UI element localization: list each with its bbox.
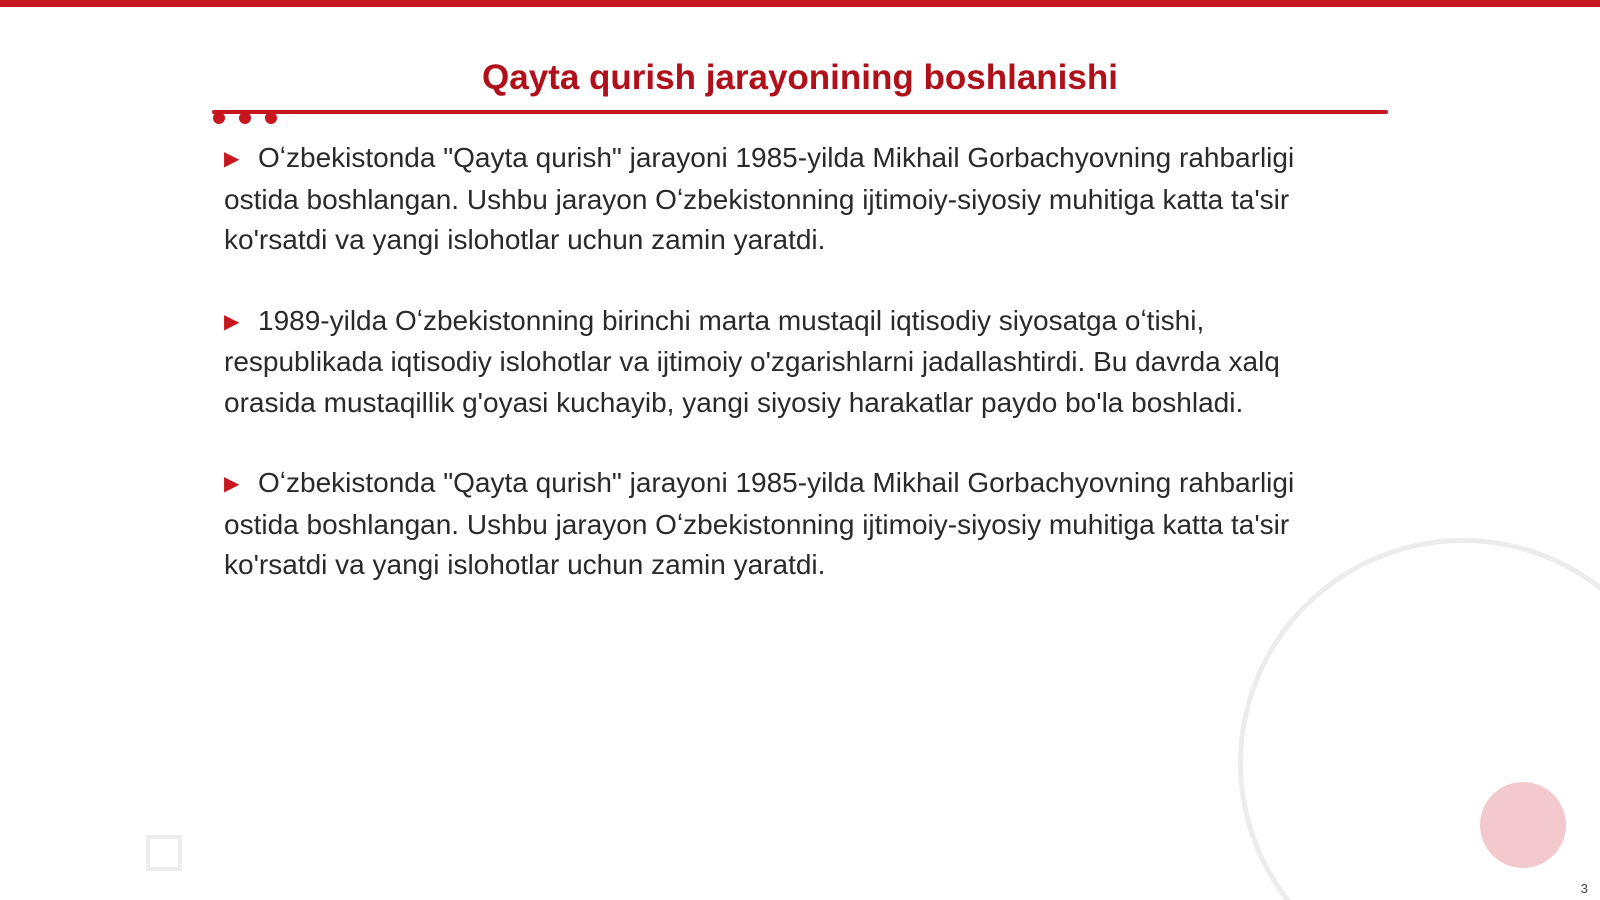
page-number: 3 <box>1580 881 1588 896</box>
bullet-text: 1989-yilda Oʻzbekistonning birinchi marta mustaqil iqtisodiy siyosatga oʻtishi, respublikada iqtisodiy islohotlar va ijtimoiy o'zgarishlarni jadallashtirdi. Bu davrda xalq orasida mustaqillik g'oyasi kuchayib, yangi siyosiy harakatlar paydo bo'la boshladi. <box>224 304 1280 418</box>
divider-dot <box>213 112 225 124</box>
decorative-square <box>146 835 182 871</box>
bullet-item <box>224 138 1334 261</box>
bullet-list <box>224 138 1334 626</box>
triangle-bullet-icon: ▶ <box>224 148 240 170</box>
bullet-text: Oʻzbekistonda "Qayta qurish" jarayoni 1985-yilda Mikhail Gorbachyovning rahbarligi ostida boshlangan. Ushbu jarayon Oʻzbekistonning ijtimoiy-siyosiy muhitiga katta ta'sir ko'rsatdi va yangi islohotlar uchun zamin yaratdi. <box>224 467 1295 580</box>
slide-title: Qayta qurish jarayonining boshlanishi <box>482 58 1118 97</box>
decorative-pink-circle <box>1480 782 1566 868</box>
bullet-text: Oʻzbekistonda "Qayta qurish" jarayoni 1985-yilda Mikhail Gorbachyovning rahbarligi ostida boshlangan. Ushbu jarayon Oʻzbekistonning ijtimoiy-siyosiy muhitiga katta ta'sir ko'rsatdi va yangi islohotlar uchun zamin yaratdi. <box>224 142 1295 255</box>
divider-dot <box>239 112 251 124</box>
title-divider <box>212 110 1388 114</box>
bullet-item <box>224 463 1334 586</box>
top-accent-bar <box>0 0 1600 7</box>
divider-dot <box>265 112 277 124</box>
bullet-item <box>224 301 1334 424</box>
triangle-bullet-icon: ▶ <box>224 473 240 495</box>
triangle-bullet-icon: ▶ <box>224 310 240 333</box>
